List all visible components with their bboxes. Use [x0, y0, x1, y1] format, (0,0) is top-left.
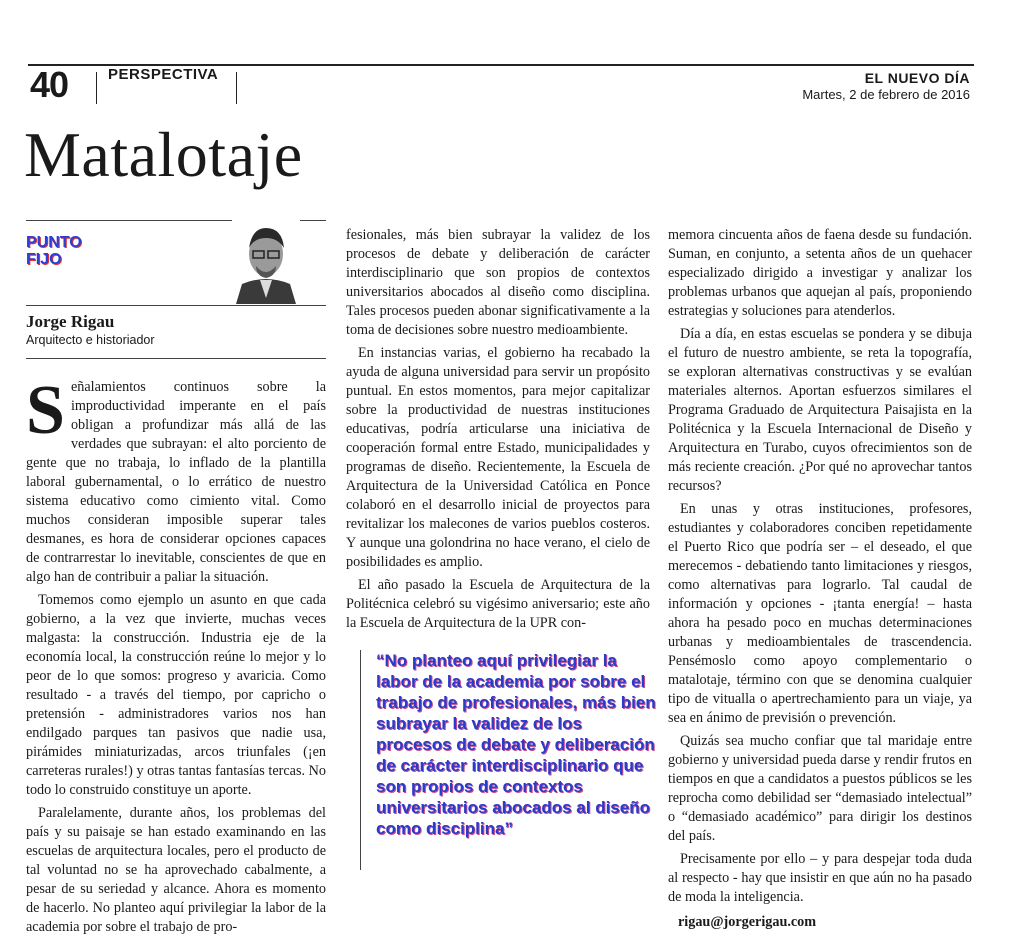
publication-date: Martes, 2 de febrero de 2016 [802, 87, 970, 102]
author-name: Jorge Rigau [26, 312, 115, 331]
pull-quote: “No planteo aquí privilegiar la labor de la academia por sobre el trabajo de profesionales, más bien subrayar la validez de los procesos de debate y deliberación de carácter interdisciplinario que son propios de contextos universitarios abocados al diseño como disciplina” [376, 651, 656, 838]
paragraph: memora cincuenta años de faena desde su fundación. Suman, en conjunto, a setenta años de un quehacer especializado dirigido a investigar y analizar los problemas urbanos que aquejan al país, proponiendo estrategias y soluciones para atenderlos. [668, 227, 972, 319]
column-badge [26, 234, 82, 268]
author-role: Arquitecto e historiador [26, 333, 155, 347]
divider [26, 358, 326, 359]
divider [26, 305, 326, 306]
badge-line: PUNTO [26, 234, 82, 251]
paragraph: En unas y otras instituciones, profesores, estudiantes y colaboradores conciben repetidamente el Puerto Rico que podría ser – el deseado, el que merecemos - debatiendo tanto limitaciones y riesgos, como alternativas para lograrlo. Tal caudal de información y opciones - ¡tanta energía! – hasta ahora ha pesado poco en muchas determinaciones urbanas y medioambientales de trascendencia. Pensémoslo como apoyo complementario o matalotaje, término con que se denomina cualquier tipo de vitualla o apertrechamiento para un viaje, ya sea en ánimo de previsión o prevención. [668, 501, 972, 726]
pull-quote-rule [360, 650, 361, 870]
paragraph: Paralelamente, durante años, los problemas del país y su paisaje se han estado examinando en las escuelas de arquitectura locales, pero el producto de tal voluntad no se ha aprovechado cabalmente, a pesar de su seriedad y alcance. Ahora es momento de hacerlo. No planteo aquí privilegiar la labor de la academia por sobre el trabajo de pro- [26, 805, 326, 935]
paragraph: Quizás sea mucho confiar que tal maridaje entre gobierno y universidad pueda darse y rendir frutos en tiempos en que a candidatos a puestos públicos se les reprocha como debilidad ser “demasiado intelectual” o “demasiado académico” para dirigir los destinos del país. [668, 733, 972, 844]
column-2 [346, 226, 650, 633]
masthead [802, 70, 970, 102]
paragraph: Tomemos como ejemplo un asunto en que cada gobierno, a la vez que invierte, muchas veces malgasta: la construcción. Industria eje de la economía local, la construcción reúne lo mejor y lo peor de lo que somos: progreso y avaricia. Como resultado - a través del tiempo, por capricho o pretensión - administradores varios nos han endilgado parques tan pasivos que nadie usa, pirámides miniaturizadas, arcos triunfales (¡en carreteras rurales!) y otras tantas fantasías tercas. No todo lo construido constituye un aporte. [26, 592, 326, 798]
paragraph: Precisamente por ello – y para despejar toda duda al respecto - hay que insistir en que aún no ha pasado de moda la inteligencia. [668, 851, 972, 905]
drop-cap: S [26, 372, 65, 449]
author-email[interactable]: rigau@jorgerigau.com [678, 914, 817, 930]
article-headline: Matalotaje [24, 119, 303, 190]
badge-line: FIJO [26, 251, 62, 268]
page-number: 40 [30, 64, 69, 105]
paragraph: El año pasado la Escuela de Arquitectura de la Politécnica celebró su vigésimo aniversario; este año la Escuela de Arquitectura de la UPR con- [346, 577, 650, 631]
section-label: PERSPECTIVA [108, 66, 219, 83]
paragraph-text: eñalamientos continuos sobre la improductividad imperante en el país obligan a profundizar más allá de las verdades que subrayan: el alto porciento de gente que no trabaja, lo inflado de la plantilla laboral gubernamental, o lo errático de nuestro sistema educativo como cimiento vital. Como muchos consideran imposible superar tales desmanes, es hora de considerar opciones capaces de contrarrestar lo inevitable, conscientes de que en algo han de contribuir a paliar la situación. [26, 379, 326, 585]
paragraph: fesionales, más bien subrayar la validez de los procesos de debate y deliberación de carácter interdisciplinario que son propios de contextos universitarios abocados al diseño como disciplina. Tales procesos pueden abonar significativamente a la toma de decisiones sobre nuestro medioambiente. [346, 227, 650, 338]
publication-name: EL NUEVO DÍA [864, 70, 970, 86]
column-1 [26, 372, 326, 937]
paragraph: Día a día, en estas escuelas se pondera y se dibuja el futuro de nuestro ambiente, se reta la topografía, se exploran alternativas constructivas y se evalúan materiales alternos. Aportan esfuerzos similares el Programa Graduado de Arquitectura Paisajista en la Politécnica y la Escuela Internacional de Diseño y Arquitectura en Turabo, cuyos ofrecimientos son de más reciente creación. ¿Por qué no aprovechar tantos recursos? [668, 326, 972, 494]
column-3 [668, 226, 972, 932]
author-portrait [232, 218, 300, 304]
paragraph: En instancias varias, el gobierno ha recabado la ayuda de alguna universidad para servir un propósito puntual. En estos momentos, para mejor capitalizar sobre la productividad de nuestras instituciones educativas, podría articularse una iniciativa de cooperación formal entre Estado, municipalidades y programas de diseño. Recientemente, la Escuela de Arquitectura de la Universidad Católica en Ponce colaboró en el desarrollo inicial de proyectos para revitalizar los malecones de varios pueblos costeros. Y aunque una golondrina no hace verano, el cielo de posibilidades es amplio. [346, 345, 650, 570]
separator [96, 72, 97, 104]
separator [236, 72, 237, 104]
paragraph [26, 372, 326, 587]
